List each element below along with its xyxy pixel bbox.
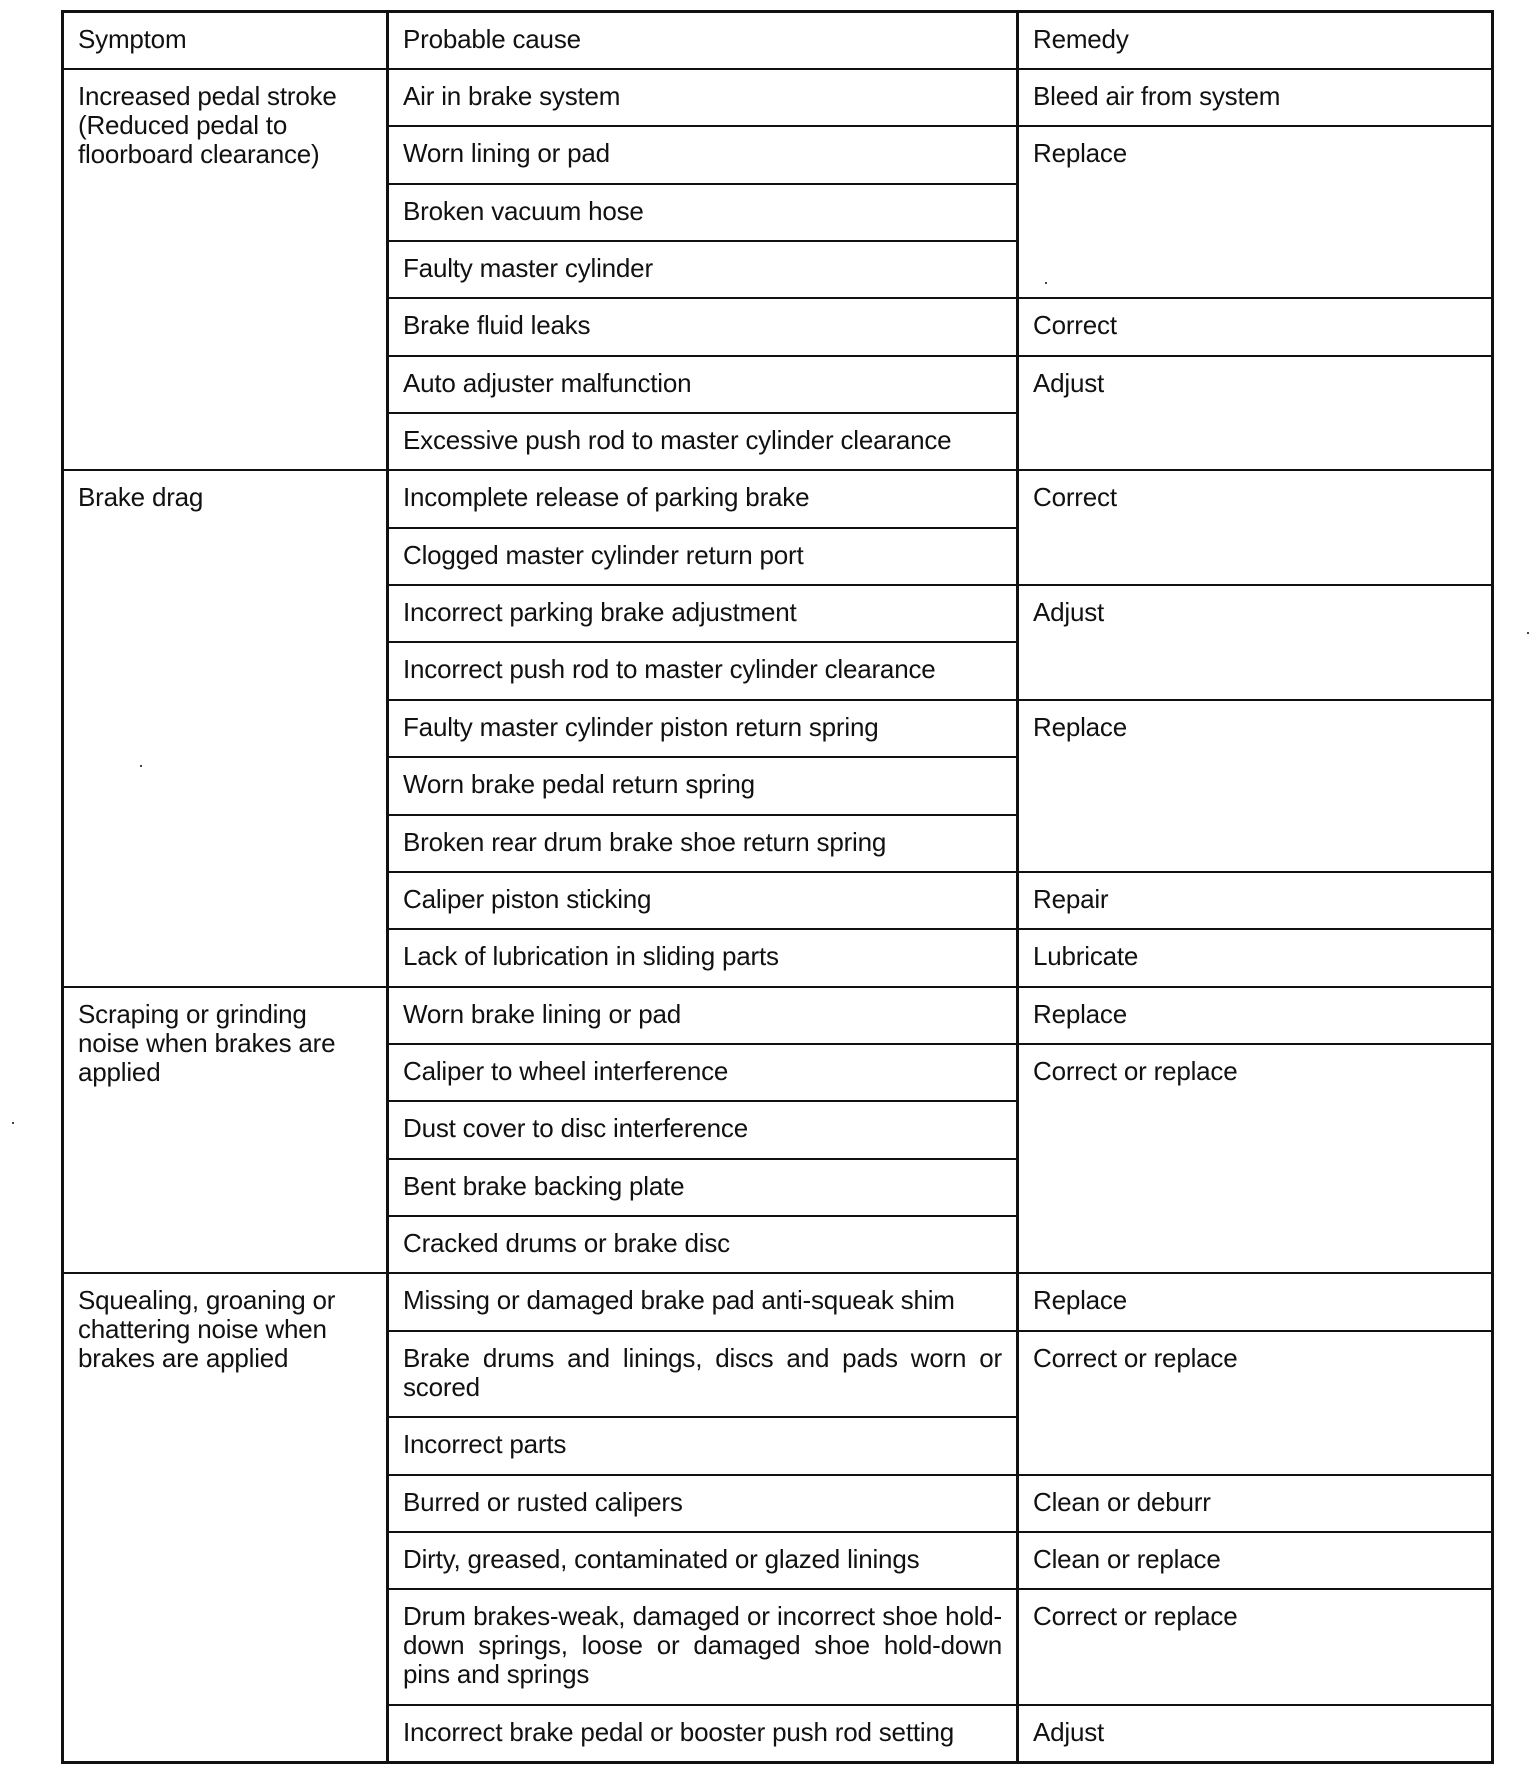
cause-cell: Air in brake system [388,69,1018,126]
cause-cell: Lack of lubrication in sliding parts [388,929,1018,986]
remedy-cell: Bleed air from system [1018,69,1493,126]
symptom-cell: Increased pedal stroke (Reduced pedal to floorboard clearance) [63,69,388,471]
cause-cell: Caliper to wheel interference [388,1044,1018,1101]
cause-cell: Incorrect parking brake adjustment [388,585,1018,642]
cause-cell: Incorrect brake pedal or booster push rod setting [388,1705,1018,1762]
table-row [63,987,1493,1044]
header-remedy: Remedy [1018,12,1493,69]
cause-cell: Bent brake backing plate [388,1159,1018,1216]
cause-cell: Clogged master cylinder return port [388,528,1018,585]
remedy-cell: Adjust [1018,356,1493,471]
remedy-cell: Correct [1018,470,1493,585]
remedy-cell: Replace [1018,126,1493,298]
cause-cell: Caliper piston sticking [388,872,1018,929]
scan-speck [1527,632,1529,634]
remedy-cell: Lubricate [1018,929,1493,986]
remedy-cell: Adjust [1018,1705,1493,1762]
table-row [63,470,1493,527]
cause-cell: Broken rear drum brake shoe return spring [388,815,1018,872]
symptom-cell: Squealing, groaning or chattering noise when brakes are applied [63,1273,388,1762]
cause-cell: Burred or rusted calipers [388,1475,1018,1532]
cause-cell: Cracked drums or brake disc [388,1216,1018,1273]
cause-cell: Brake drums and linings, discs and pads worn or scored [388,1331,1018,1418]
cause-cell: Worn lining or pad [388,126,1018,183]
cause-cell: Worn brake pedal return spring [388,757,1018,814]
remedy-cell: Correct or replace [1018,1589,1493,1705]
header-row [63,12,1493,69]
cause-cell: Faulty master cylinder [388,241,1018,298]
cause-cell: Broken vacuum hose [388,184,1018,241]
scan-speck [1045,282,1047,284]
cause-cell: Incorrect push rod to master cylinder clearance [388,642,1018,699]
cause-cell: Excessive push rod to master cylinder clearance [388,413,1018,470]
scan-speck [140,765,142,767]
table-row [63,1273,1493,1330]
cause-cell: Drum brakes-weak, damaged or incorrect shoe hold-down springs, loose or damaged shoe hold-down pins and springs [388,1589,1018,1705]
table-row [63,69,1493,126]
cause-cell: Dirty, greased, contaminated or glazed linings [388,1532,1018,1589]
symptom-cell: Scraping or grinding noise when brakes are applied [63,987,388,1274]
remedy-cell: Clean or deburr [1018,1475,1493,1532]
cause-cell: Worn brake lining or pad [388,987,1018,1044]
cause-cell: Brake fluid leaks [388,298,1018,355]
header-symptom: Symptom [63,12,388,69]
remedy-cell: Replace [1018,987,1493,1044]
cause-cell: Incorrect parts [388,1417,1018,1474]
cause-cell: Faulty master cylinder piston return spring [388,700,1018,757]
cause-cell: Auto adjuster malfunction [388,356,1018,413]
remedy-cell: Correct or replace [1018,1044,1493,1273]
symptom-cell: Brake drag [63,470,388,986]
cause-cell: Missing or damaged brake pad anti-squeak shim [388,1273,1018,1330]
remedy-cell: Correct [1018,298,1493,355]
scan-speck [12,1122,14,1124]
remedy-cell: Replace [1018,1273,1493,1330]
brake-troubleshooting-table [61,10,1494,1764]
remedy-cell: Clean or replace [1018,1532,1493,1589]
cause-cell: Incomplete release of parking brake [388,470,1018,527]
header-cause: Probable cause [388,12,1018,69]
remedy-cell: Correct or replace [1018,1331,1493,1475]
cause-cell: Dust cover to disc interference [388,1101,1018,1158]
remedy-cell: Repair [1018,872,1493,929]
remedy-cell: Adjust [1018,585,1493,700]
remedy-cell: Replace [1018,700,1493,872]
